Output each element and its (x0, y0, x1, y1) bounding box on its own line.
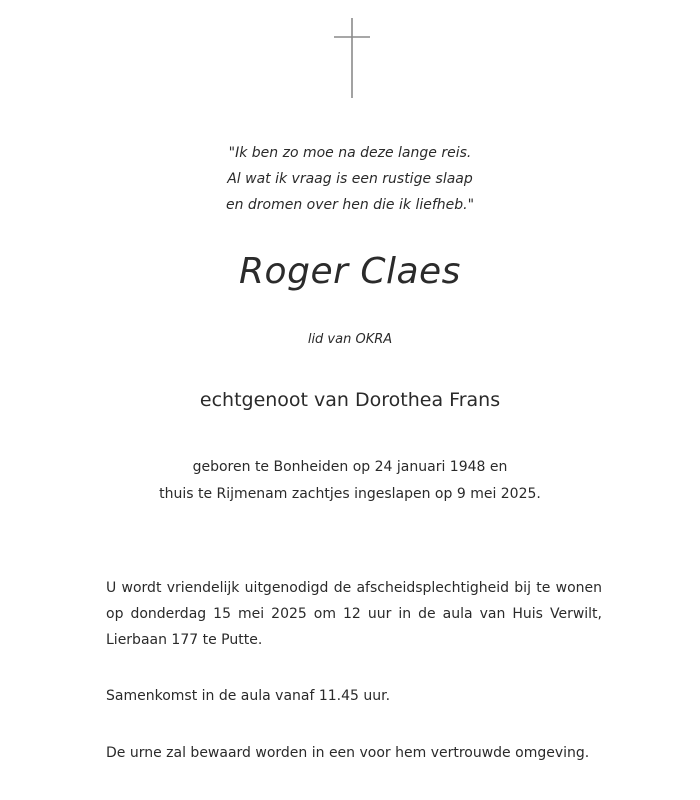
death-line: thuis te Rijmenam zachtjes ingeslapen op 9 mei 2025. (159, 486, 541, 502)
deceased-name: Roger Claes (239, 251, 461, 292)
quote-line-1: "Ik ben zo moe na deze lange reis. (228, 145, 472, 161)
quote-line-2: Al wat ik vraag is een rustige slaap (227, 171, 473, 187)
quote-line-3: en dromen over hen die ik liefheb." (225, 197, 475, 213)
gathering-paragraph: Samenkomst in de aula vanaf 11.45 uur. (106, 688, 391, 704)
ceremony-paragraph: U wordt vriendelijk uitgenodigd de afscheidsplechtigheid bij te wonen op donderdag 15 mei 2025 om 12 uur in de aula van Huis Verwilt, Lierbaan 177 te Putte. (106, 580, 602, 648)
memorial-quote (0, 140, 700, 218)
birth-line: geboren te Bonheiden op 24 januari 1948 en (192, 459, 508, 475)
spouse-text: echtgenoot van Dorothea Frans (199, 389, 501, 411)
life-dates (0, 454, 700, 508)
cross-icon (332, 18, 372, 98)
membership-text: lid van OKRA (307, 332, 393, 347)
urn-paragraph: De urne zal bewaard worden in een voor hem vertrouwde omgeving. (106, 745, 590, 761)
